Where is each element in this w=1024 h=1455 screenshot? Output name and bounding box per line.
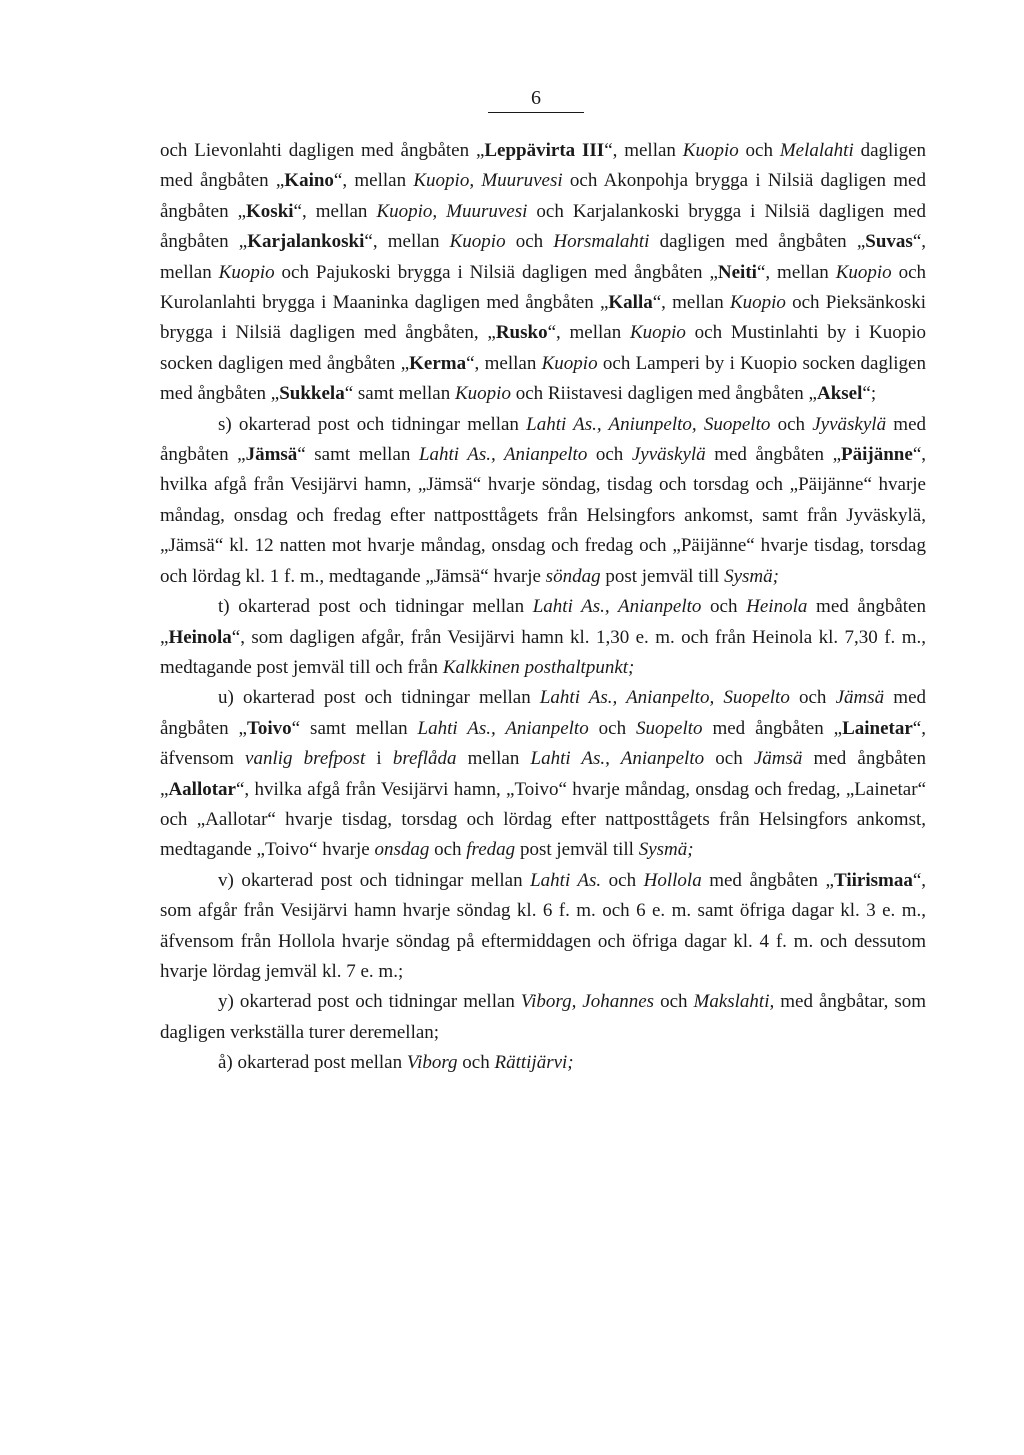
text-run: med ångbåten „ bbox=[701, 869, 834, 891]
steamboat-name: Kerma bbox=[409, 352, 467, 374]
text-run: och bbox=[654, 991, 694, 1013]
italic-place-name: Kuopio bbox=[449, 231, 506, 253]
italic-place-name: söndag bbox=[545, 565, 601, 587]
text-run: “, som afgår från Vesijärvi hamn hvarje söndag kl. 6 f. m. och 6 e. m. samt öfriga dagar kl. 3 e. m., äfvensom från Hollola hvarje söndag på eftermiddagen och öfriga dagar kl. 4 f. m. och dessutom hvarje lördag jemväl kl. 7 e. m.; bbox=[160, 869, 927, 982]
italic-place-name: Horsmalahti bbox=[553, 231, 650, 253]
italic-place-name: Kuopio, Muuruvesi bbox=[376, 200, 528, 222]
steamboat-name: Neiti bbox=[717, 261, 757, 283]
italic-place-name: Lahti As., Aniunpelto, Suopelto bbox=[526, 413, 771, 435]
body-text bbox=[160, 136, 926, 1079]
italic-place-name: Lahti As., Anianpelto bbox=[417, 717, 589, 739]
italic-place-name: fredag bbox=[466, 839, 516, 861]
paragraph-v bbox=[160, 866, 926, 988]
paragraph-s bbox=[160, 410, 926, 592]
italic-place-name: Kuopio bbox=[218, 261, 275, 283]
text-run: “ samt mellan bbox=[344, 383, 455, 405]
italic-place-name: Jyväskylä bbox=[631, 444, 706, 466]
text-run: “, äfvensom bbox=[160, 717, 926, 770]
text-run: “, mellan bbox=[364, 231, 450, 253]
steamboat-name: Toivo bbox=[246, 717, 292, 739]
text-run: mellan bbox=[456, 748, 531, 770]
text-run: och bbox=[789, 687, 836, 709]
steamboat-name: Koski bbox=[246, 200, 294, 222]
steamboat-name: Leppävirta III bbox=[484, 140, 605, 161]
text-run: “, mellan bbox=[547, 322, 630, 344]
italic-place-name: Kuopio bbox=[835, 261, 892, 283]
italic-place-name: breflåda bbox=[392, 748, 457, 770]
text-run: “ samt mellan bbox=[291, 717, 418, 739]
text-run: och Lievonlahti dagligen med ångbåten „ bbox=[160, 140, 485, 161]
italic-place-name: Jyväskylä bbox=[812, 413, 887, 435]
paragraph-y bbox=[160, 987, 926, 1048]
text-run: och Karjalankoski brygga i Nilsiä dagligen med ångbåten „ bbox=[160, 200, 926, 253]
steamboat-name: Rusko bbox=[495, 322, 548, 344]
steamboat-name: Suvas bbox=[865, 231, 913, 253]
text-run: i bbox=[365, 748, 393, 770]
text-run: “, hvilka afgå från Vesijärvi hamn, „Jämsä“ hvarje söndag, tisdag och torsdag och „Päijänne“ hvarje måndag, onsdag och fredag efter nattposttågets från Helsingfors ankomst, samt från Jyväskylä, „Jämsä“ kl. 12 natten mot hvarje måndag, onsdag och fredag och „Päijänne“ hvarje tisdag, torsdag och lördag kl. 1 f. m., medtagande „Jämsä“ hvarje bbox=[160, 444, 926, 587]
steamboat-name: Karjalankoski bbox=[247, 231, 365, 253]
text-run: y) okarterad post och tidningar mellan bbox=[218, 991, 521, 1013]
text-run: post jemväl till bbox=[515, 839, 639, 861]
italic-place-name: Makslahti, bbox=[693, 991, 775, 1013]
text-run: och bbox=[587, 444, 632, 466]
text-run: t) okarterad post och tidningar mellan bbox=[218, 596, 533, 618]
text-run: och bbox=[429, 839, 467, 861]
steamboat-name: Aksel bbox=[816, 383, 863, 405]
italic-place-name: Jämsä bbox=[753, 748, 803, 770]
italic-place-name: Melalahti bbox=[779, 140, 854, 161]
text-run: med ångbåten „ bbox=[160, 596, 926, 648]
text-run: med ångbåten „ bbox=[160, 748, 926, 800]
paragraph-u bbox=[160, 683, 926, 865]
text-run: u) okarterad post och tidningar mellan bbox=[218, 687, 540, 709]
text-run: och bbox=[588, 717, 637, 739]
italic-place-name: Kuopio bbox=[729, 292, 786, 314]
italic-place-name: Kalkkinen posthaltpunkt; bbox=[442, 656, 635, 678]
text-run: post jemväl till bbox=[600, 565, 725, 587]
text-run: och Riistavesi dagligen med ångbåten „ bbox=[510, 383, 817, 405]
text-run: “, mellan bbox=[604, 140, 683, 161]
text-run: “, hvilka afgå från Vesijärvi hamn, „Toivo“ hvarje måndag, onsdag och fredag, „Lainetar“ och „Aallotar“ hvarje tisdag, torsdag och lördag efter nattposttågets från Helsingfors ankomst, medtagande „Toivo“ hvarje bbox=[160, 778, 926, 861]
text-run: och bbox=[738, 140, 780, 161]
italic-place-name: Sysmä; bbox=[638, 839, 694, 861]
text-run: och Pajukoski brygga i Nilsiä dagligen med ångbåten „ bbox=[274, 261, 718, 283]
text-run: och bbox=[505, 231, 554, 253]
text-run: med ångbåtar, som dagligen verkställa turer deremellan; bbox=[160, 991, 926, 1043]
text-run: dagligen med ångbåten „ bbox=[160, 140, 926, 192]
text-run: och Mustinlahti by i Kuopio socken dagligen med ångbåten „ bbox=[160, 322, 926, 374]
steamboat-name: Sukkela bbox=[279, 383, 345, 405]
steamboat-name: Heinola bbox=[168, 626, 232, 648]
steamboat-name: Lainetar bbox=[842, 717, 913, 739]
text-run: dagligen med ångbåten „ bbox=[649, 231, 866, 253]
text-run: med ångbåten „ bbox=[160, 687, 926, 739]
text-run: “ samt mellan bbox=[297, 444, 419, 466]
text-run: med ångbåten „ bbox=[702, 717, 843, 739]
text-run: “, mellan bbox=[466, 352, 542, 374]
text-run: med ångbåten „ bbox=[705, 444, 842, 466]
text-run: och bbox=[601, 869, 644, 891]
paragraph-continuation bbox=[160, 136, 926, 410]
italic-place-name: Kuopio bbox=[541, 352, 598, 374]
text-run: v) okarterad post och tidningar mellan bbox=[218, 869, 531, 891]
text-run: med ångbåten „ bbox=[160, 413, 927, 466]
text-run: å) okarterad post mellan bbox=[218, 1052, 407, 1074]
text-run: “, mellan bbox=[293, 200, 377, 222]
italic-place-name: Viborg bbox=[406, 1052, 458, 1074]
italic-place-name: Kuopio bbox=[629, 322, 686, 344]
text-run: och bbox=[457, 1052, 495, 1074]
italic-place-name: Heinola bbox=[746, 596, 808, 618]
paragraph-t bbox=[160, 592, 926, 683]
italic-place-name: Kuopio bbox=[455, 383, 511, 405]
text-run: och Akonpohja brygga i Nilsiä dagligen med ångbåten „ bbox=[160, 170, 926, 222]
paragraph-aa bbox=[160, 1048, 926, 1078]
italic-place-name: Lahti As., Anianpelto, Suopelto bbox=[539, 687, 790, 709]
italic-place-name: Kuopio bbox=[682, 140, 739, 161]
steamboat-name: Kalla bbox=[608, 292, 653, 314]
text-run: och bbox=[770, 413, 813, 435]
steamboat-name: Päijänne bbox=[841, 444, 913, 466]
italic-place-name: Kuopio, Muuruvesi bbox=[413, 170, 563, 192]
text-run: och bbox=[704, 748, 754, 770]
italic-place-name: Lahti As., Anianpelto bbox=[418, 444, 588, 466]
text-run: “, mellan bbox=[160, 231, 926, 283]
steamboat-name: Aallotar bbox=[168, 778, 236, 800]
text-run: “, som dagligen afgår, från Vesijärvi hamn kl. 1,30 e. m. och från Heinola kl. 7,30 f. m., medtagande post jemväl till och från bbox=[160, 626, 926, 678]
text-run: s) okarterad post och tidningar mellan bbox=[218, 413, 527, 435]
italic-place-name: Lahti As., Anianpelto bbox=[530, 748, 705, 770]
steamboat-name: Kaino bbox=[284, 170, 334, 192]
text-run: “; bbox=[862, 383, 877, 405]
text-run: och bbox=[701, 596, 747, 618]
italic-place-name: Sysmä; bbox=[724, 565, 779, 587]
italic-place-name: onsdag bbox=[374, 839, 430, 861]
italic-place-name: Lahti As. bbox=[530, 869, 602, 891]
italic-place-name: Rättijärvi; bbox=[494, 1052, 574, 1074]
italic-place-name: Viborg, Johannes bbox=[520, 991, 655, 1013]
steamboat-name: Tiirismaa bbox=[834, 869, 913, 891]
steamboat-name: Jämsä bbox=[245, 444, 298, 466]
text-run: och Kurolanlahti brygga i Maaninka dagligen med ångbåten „ bbox=[160, 261, 927, 314]
italic-place-name: Suopelto bbox=[636, 717, 703, 739]
text-run: “, mellan bbox=[756, 261, 836, 283]
text-run: och Lamperi by i Kuopio socken dagligen med ångbåten „ bbox=[160, 352, 926, 405]
text-run: och Pieksänkoski brygga i Nilsiä dagligen med ångbåten, „ bbox=[160, 292, 926, 344]
text-run: “, mellan bbox=[652, 292, 730, 314]
italic-place-name: Lahti As., Anianpelto bbox=[532, 596, 702, 618]
page-number: 6 bbox=[488, 86, 584, 113]
text-run: “, mellan bbox=[333, 170, 414, 192]
italic-place-name: vanlig brefpost bbox=[245, 748, 366, 770]
italic-place-name: Jämsä bbox=[835, 687, 885, 709]
italic-place-name: Hollola bbox=[643, 869, 702, 891]
